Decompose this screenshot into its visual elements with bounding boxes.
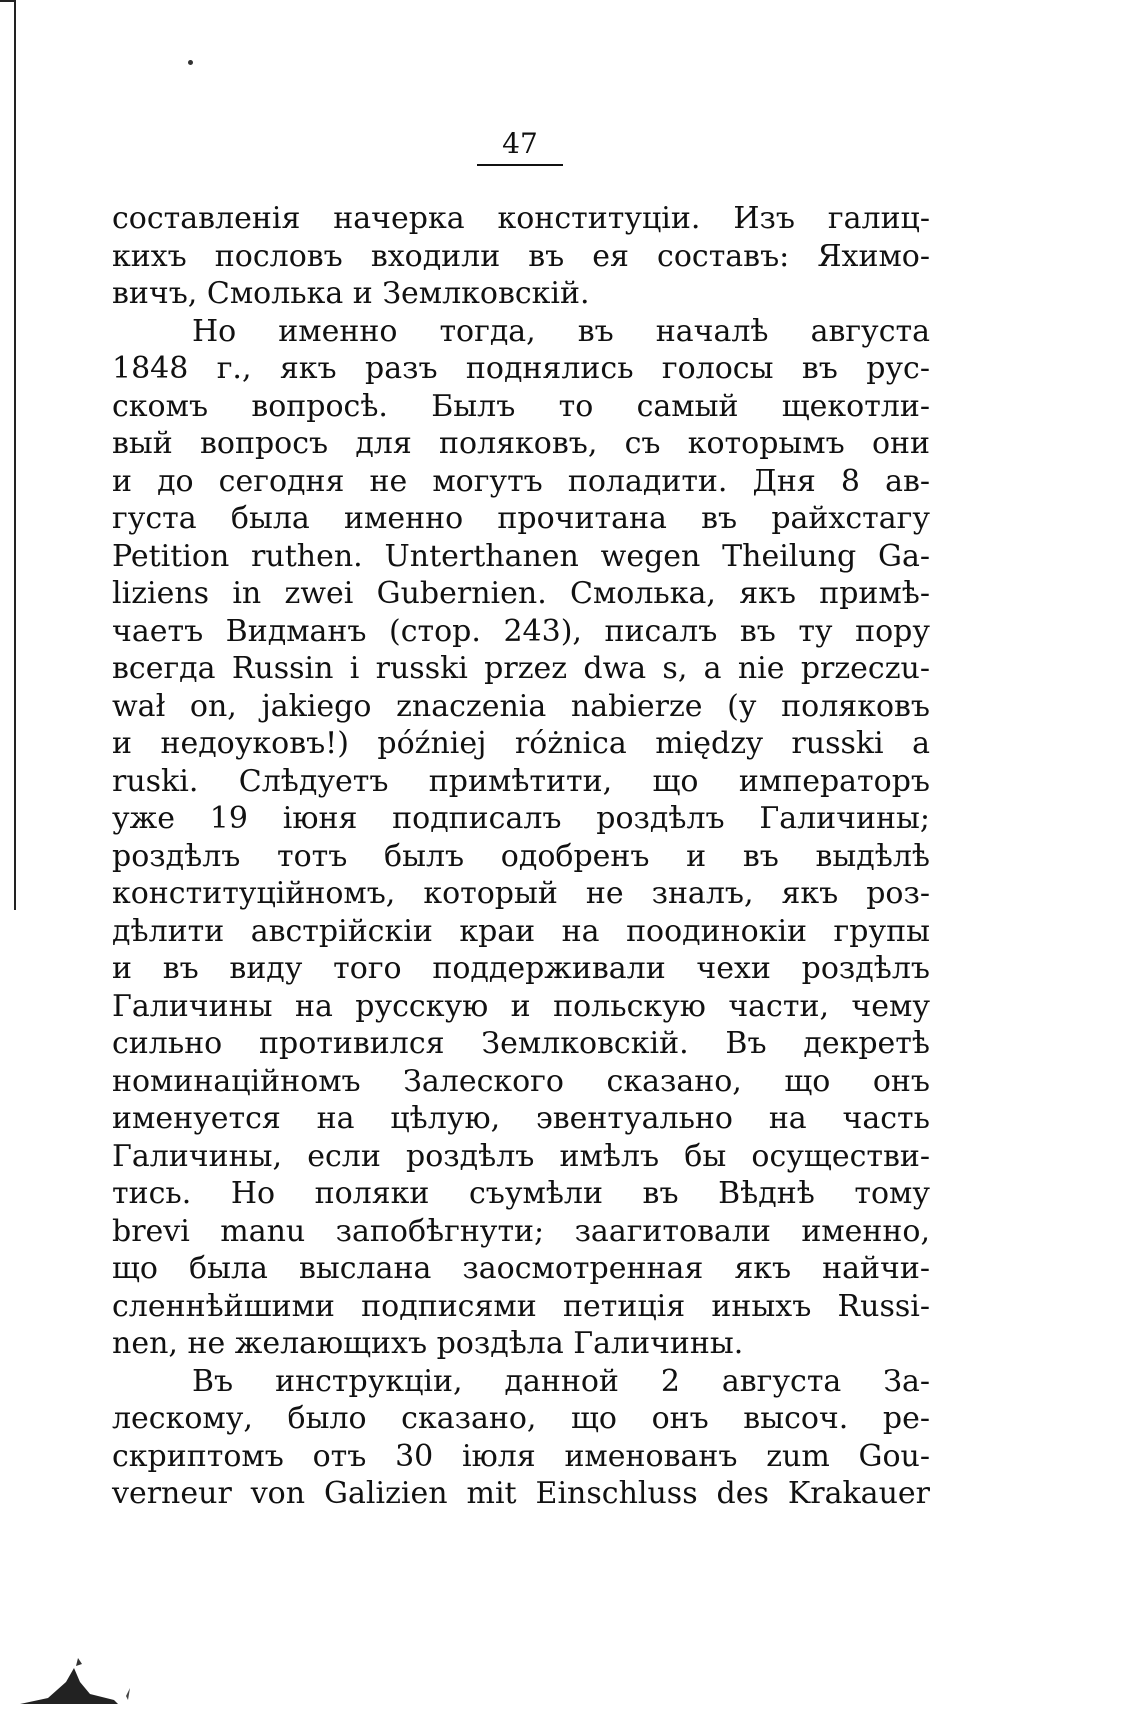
text-line: ruski. Слѣдуетъ примѣтити, що императоръ [112, 763, 930, 799]
text-line: чаетъ Видманъ (стор. 243), писалъ въ ту пору [112, 613, 930, 649]
text-line: скриптомъ отъ 30 іюля именованъ zum Gou- [112, 1438, 930, 1474]
text-line: именуется на цѣлую, эвентуально на часть [112, 1101, 930, 1136]
text-line: густа была именно прочитана въ райхстагу [112, 501, 930, 536]
text-line: liziens in zwei Gubernien. Смолька, якъ примѣ- [112, 576, 930, 611]
text-line: Но именно тогда, въ началѣ августа [192, 313, 930, 349]
scan-edge-tick [0, 0, 16, 2]
page-number-rule [477, 164, 563, 166]
text-line: сильно противился Землковскій. Въ декретѣ [112, 1026, 930, 1061]
text-line: сленнѣйшими подписями петиція иныхъ Russi- [112, 1288, 930, 1324]
text-line: Petition ruthen. Unterthanen wegen Theilung Ga- [112, 538, 930, 574]
text-line: кихъ пословъ входили въ ея составъ: Яхимо- [112, 238, 930, 274]
text-line: номинаційномъ Залеского сказано, що онъ [112, 1063, 930, 1099]
text-line: тись. Но поляки съумѣли въ Вѣднѣ тому [112, 1176, 930, 1211]
text-line: роздѣлъ тотъ былъ одобренъ и въ выдѣлѣ [112, 838, 930, 874]
text-line: и въ виду того поддерживали чехи роздѣлъ [112, 951, 930, 986]
text-line: 1848 г., якъ разъ поднялись голосы въ рус- [112, 351, 930, 386]
text-line: Галичины на русскую и польскую части, чему [112, 988, 930, 1024]
text-line: и недоуковъ!) później różnica między russki a [112, 726, 930, 761]
text-line: nen, не желающихъ роздѣла Галичины. [112, 1326, 744, 1361]
text-line: и до сегодня не могутъ поладити. Дня 8 ав- [112, 463, 930, 499]
text-line: Галичины, если роздѣлъ имѣлъ бы осуществи- [112, 1138, 930, 1174]
text-line: лескому, было сказано, що онъ высоч. ре- [112, 1401, 930, 1436]
text-line: wał on, jakiego znaczenia nabierze (у поляковъ [112, 688, 930, 724]
text-line: всегда Russin i russki przez dwa s, a nie przeczu- [112, 651, 930, 686]
text-line: скомъ вопросѣ. Былъ то самый щекотли- [112, 388, 930, 424]
scan-speck [188, 60, 193, 65]
text-line: Въ инструкціи, данной 2 августа За- [192, 1363, 930, 1399]
text-line: уже 19 іюня подписалъ роздѣлъ Галичины; [112, 801, 930, 836]
text-line: конституційномъ, который не зналъ, якъ роз- [112, 876, 930, 911]
text-line: вый вопросъ для поляковъ, съ которымъ они [112, 426, 930, 461]
scan-smudge [18, 1638, 138, 1708]
text-line: составленія начерка конституціи. Изъ галиц- [112, 201, 930, 236]
body-text [112, 200, 930, 1513]
scan-edge-line [14, 0, 16, 910]
text-line: вичъ, Смолька и Землковскій. [112, 276, 590, 311]
text-line: дѣлити австрійскіи краи на поодинокіи групы [112, 913, 930, 949]
text-line: verneur von Galizien mit Einschluss des Krakauer [112, 1476, 930, 1511]
text-line: що была выслана заосмотренная якъ найчи- [112, 1251, 930, 1286]
text-line: brevi manu запобѣгнути; заагитовали именно, [112, 1213, 930, 1249]
page-number: 47 [502, 127, 538, 160]
